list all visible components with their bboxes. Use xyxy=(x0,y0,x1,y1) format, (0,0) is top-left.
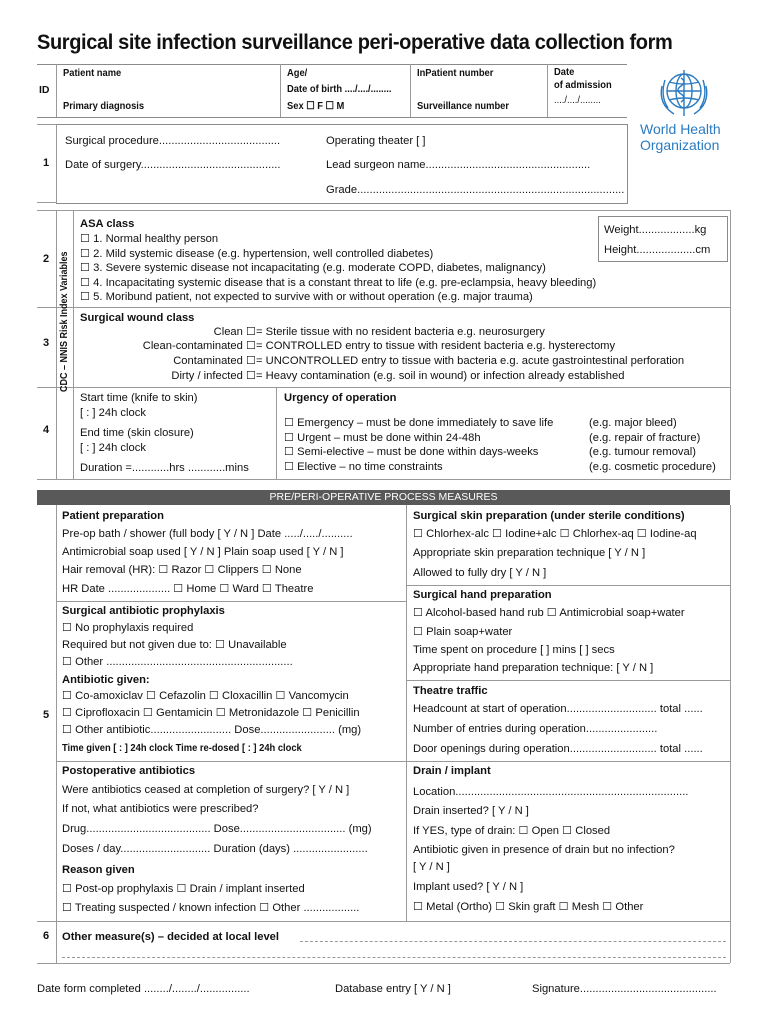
urgency-semielective[interactable]: ☐ Semi-elective – must be done within days-weeks xyxy=(284,446,539,458)
weight-field[interactable]: Weight..................kg xyxy=(604,224,707,236)
process-measures-header: PRE/PERI-OPERATIVE PROCESS MEASURES xyxy=(37,490,730,505)
primary-diagnosis-label: Primary diagnosis xyxy=(63,101,145,112)
admission-date-field[interactable]: ..../..../........ xyxy=(554,95,601,106)
who-emblem-icon xyxy=(654,66,714,124)
surgical-procedure-field[interactable]: Surgical procedure....................................... xyxy=(65,135,281,147)
other-measures-label: Other measure(s) – decided at local level xyxy=(62,931,280,943)
section-number-5: 5 xyxy=(43,709,50,721)
drain-type-field[interactable]: If YES, type of drain: ☐ Open ☐ Closed xyxy=(413,825,611,837)
asa-option-3[interactable]: ☐ 3. Severe systemic disease not incapacitating (e.g. moderate COPD, diabetes, malignancy) xyxy=(80,262,546,274)
section-number-2: 2 xyxy=(43,253,50,265)
admission-date-label: Date xyxy=(554,67,575,78)
urgency-urgent-eg: (e.g. repair of fracture) xyxy=(589,432,701,444)
hand-prep-technique[interactable]: Appropriate hand preparation technique: [ Y / N ] xyxy=(413,662,654,674)
implant-type-options[interactable]: ☐ Metal (Ortho) ☐ Skin graft ☐ Mesh ☐ Other xyxy=(413,901,644,913)
other-reason-field[interactable]: ☐ Other ............................................................ xyxy=(62,656,293,668)
theatre-traffic-title: Theatre traffic xyxy=(413,685,488,697)
date-completed-field[interactable]: Date form completed ......../......../................ xyxy=(37,983,250,995)
soap-field[interactable]: Antimicrobial soap used [ Y / N ] Plain soap used [ Y / N ] xyxy=(62,546,344,558)
height-field[interactable]: Height...................cm xyxy=(604,244,711,256)
section-number-4: 4 xyxy=(43,424,50,436)
hand-prep-title: Surgical hand preparation xyxy=(413,589,552,601)
wound-cleancontam-label[interactable]: Clean-contaminated ☐ xyxy=(142,340,256,352)
not-given-field[interactable]: Required but not given due to: ☐ Unavailable xyxy=(62,639,287,651)
end-time-field[interactable]: [ : ] 24h clock xyxy=(80,442,146,454)
wound-clean-desc: = Sterile tissue with no resident bacteria e.g. neurosurgery xyxy=(256,326,545,338)
inpatient-number-label: InPatient number xyxy=(417,68,494,79)
who-text-2: Organization xyxy=(640,137,720,153)
urgency-emergency[interactable]: ☐ Emergency – must be done immediately to save life xyxy=(284,417,554,429)
antibiotic-options-1[interactable]: ☐ Co-amoxiclav ☐ Cefazolin ☐ Cloxacillin ☐ Vancomycin xyxy=(62,690,349,702)
wound-clean-label[interactable]: Clean ☐ xyxy=(213,326,256,338)
headcount-field[interactable]: Headcount at start of operation............................. total ...... xyxy=(413,703,703,715)
hand-prep-options-2[interactable]: ☐ Plain soap+water xyxy=(413,626,513,638)
lead-surgeon-field[interactable]: Lead surgeon name..................................................... xyxy=(326,159,591,171)
antibiotics-ceased-field[interactable]: Were antibiotics ceased at completion of surgery? [ Y / N ] xyxy=(62,784,350,796)
urgency-urgent[interactable]: ☐ Urgent – must be done within 24-48h xyxy=(284,432,481,444)
skin-prep-options[interactable]: ☐ Chlorhex-alc ☐ Iodine+alc ☐ Chlorhex-aq ☐ Iodine-aq xyxy=(413,528,697,540)
other-antibiotic-field[interactable]: ☐ Other antibiotic.......................... Dose........................ (mg) xyxy=(62,724,362,736)
form-title: Surgical site infection surveillance peri-operative data collection form xyxy=(37,30,673,54)
nnis-vertical-label: CDC – NNIS Risk Index Variables xyxy=(59,251,70,392)
urgency-emergency-eg: (e.g. major bleed) xyxy=(589,417,677,429)
wound-dirty-label[interactable]: Dirty / infected ☐ xyxy=(171,370,256,382)
wound-contam-desc: = UNCONTROLLED entry to tissue with bacteria e.g. acute gastrointestinal perforation xyxy=(256,355,685,367)
who-logo xyxy=(640,66,730,161)
preop-bath-field[interactable]: Pre-op bath / shower (full body [ Y / N ] Date ...../...../.......... xyxy=(62,528,353,540)
skin-prep-title: Surgical skin preparation (under sterile conditions) xyxy=(413,510,685,522)
wound-cleancontam-desc: = CONTROLLED entry to tissue with resident bacteria e.g. hysterectomy xyxy=(256,340,616,352)
prescribed-label: If not, what antibiotics were prescribed? xyxy=(62,803,259,815)
id-label: ID xyxy=(39,84,50,96)
patient-prep-title: Patient preparation xyxy=(62,510,164,522)
antibiotic-prophylaxis-title: Surgical antibiotic prophylaxis xyxy=(62,605,225,617)
skin-prep-technique[interactable]: Appropriate skin preparation technique [ Y / N ] xyxy=(413,547,646,559)
drain-inserted-field[interactable]: Drain inserted? [ Y / N ] xyxy=(413,805,529,817)
reason-options-1[interactable]: ☐ Post-op prophylaxis ☐ Drain / implant inserted xyxy=(62,883,305,895)
wound-class-title: Surgical wound class xyxy=(80,312,195,324)
asa-option-1[interactable]: ☐ 1. Normal healthy person xyxy=(80,233,219,245)
wound-contam-label[interactable]: Contaminated ☐ xyxy=(173,355,256,367)
other-measures-line-2[interactable] xyxy=(62,957,726,958)
patient-name-label: Patient name xyxy=(63,68,122,79)
asa-title: ASA class xyxy=(80,218,135,230)
door-openings-field[interactable]: Door openings during operation............................ total ...... xyxy=(413,743,703,755)
section-number-6: 6 xyxy=(43,930,50,942)
doses-duration-field[interactable]: Doses / day............................. Duration (days) ........................ xyxy=(62,843,368,855)
hr-date-field[interactable]: HR Date .................... ☐ Home ☐ Ward ☐ Theatre xyxy=(62,583,314,595)
urgency-elective[interactable]: ☐ Elective – no time constraints xyxy=(284,461,443,473)
time-given-field[interactable]: Time given [ : ] 24h clock Time re-dosed [ : ] 24h clock xyxy=(62,743,302,754)
operating-theater-field[interactable]: Operating theater [ ] xyxy=(326,135,426,147)
no-prophylaxis-option[interactable]: ☐ No prophylaxis required xyxy=(62,622,194,634)
database-entry-field[interactable]: Database entry [ Y / N ] xyxy=(335,983,451,995)
drain-implant-title: Drain / implant xyxy=(413,765,491,777)
antibiotic-options-2[interactable]: ☐ Ciprofloxacin ☐ Gentamicin ☐ Metronidazole ☐ Penicillin xyxy=(62,707,360,719)
section-number-3: 3 xyxy=(43,337,50,349)
urgency-elective-eg: (e.g. cosmetic procedure) xyxy=(589,461,716,473)
hand-prep-time-field[interactable]: Time spent on procedure [ ] mins [ ] secs xyxy=(413,644,615,656)
drug-dose-field[interactable]: Drug........................................ Dose.................................. (mg) xyxy=(62,823,372,835)
postop-antibiotics-title: Postoperative antibiotics xyxy=(62,765,196,777)
start-time-field[interactable]: [ : ] 24h clock xyxy=(80,407,146,419)
reason-options-2[interactable]: ☐ Treating suspected / known infection ☐ Other .................. xyxy=(62,902,360,914)
sex-field[interactable]: Sex ☐ F ☐ M xyxy=(287,101,345,112)
asa-option-5[interactable]: ☐ 5. Moribund patient, not expected to survive with or without operation (e.g. major trauma) xyxy=(80,291,533,303)
other-measures-line-1[interactable] xyxy=(300,941,726,942)
duration-field[interactable]: Duration =............hrs ............mins xyxy=(80,462,249,474)
urgency-title: Urgency of operation xyxy=(284,392,397,404)
drain-location-field[interactable]: Location........................................................................... xyxy=(413,786,689,798)
dob-field[interactable]: Date of birth ..../..../........ xyxy=(287,84,392,95)
allowed-dry-field[interactable]: Allowed to fully dry [ Y / N ] xyxy=(413,567,547,579)
reason-given-title: Reason given xyxy=(62,864,135,876)
hair-removal-field[interactable]: Hair removal (HR): ☐ Razor ☐ Clippers ☐ None xyxy=(62,564,302,576)
admission-date-label-2: of admission xyxy=(554,80,612,91)
implant-used-field[interactable]: Implant used? [ Y / N ] xyxy=(413,881,524,893)
wound-dirty-desc: = Heavy contamination (e.g. soil in wound) or infection already established xyxy=(256,370,625,382)
entries-field[interactable]: Number of entries during operation....................... xyxy=(413,723,658,735)
antibiotic-given-label: Antibiotic given: xyxy=(62,674,150,686)
drain-antibiotic-field[interactable]: [ Y / N ] xyxy=(413,861,450,873)
date-of-surgery-field[interactable]: Date of surgery............................................. xyxy=(65,159,281,171)
end-time-label: End time (skin closure) xyxy=(80,427,194,439)
hand-prep-options-1[interactable]: ☐ Alcohol-based hand rub ☐ Antimicrobial soap+water xyxy=(413,607,685,619)
urgency-semielective-eg: (e.g. tumour removal) xyxy=(589,446,696,458)
drain-antibiotic-label: Antibiotic given in presence of drain but no infection? xyxy=(413,844,675,856)
asa-option-2[interactable]: ☐ 2. Mild systemic disease (e.g. hypertension, well controlled diabetes) xyxy=(80,248,434,260)
who-text-1: World Health xyxy=(640,121,721,137)
start-time-label: Start time (knife to skin) xyxy=(80,392,198,404)
section-number-1: 1 xyxy=(43,157,50,169)
age-label: Age/ xyxy=(287,68,308,79)
asa-option-4[interactable]: ☐ 4. Incapacitating systemic disease that is a constant threat to life (e.g. pre-eclampsia, heavy bleeding) xyxy=(80,277,597,289)
surveillance-number-label: Surveillance number xyxy=(417,101,509,112)
grade-field[interactable]: Grade...................................................................................... xyxy=(326,184,625,196)
signature-field[interactable]: Signature............................................ xyxy=(532,983,717,995)
